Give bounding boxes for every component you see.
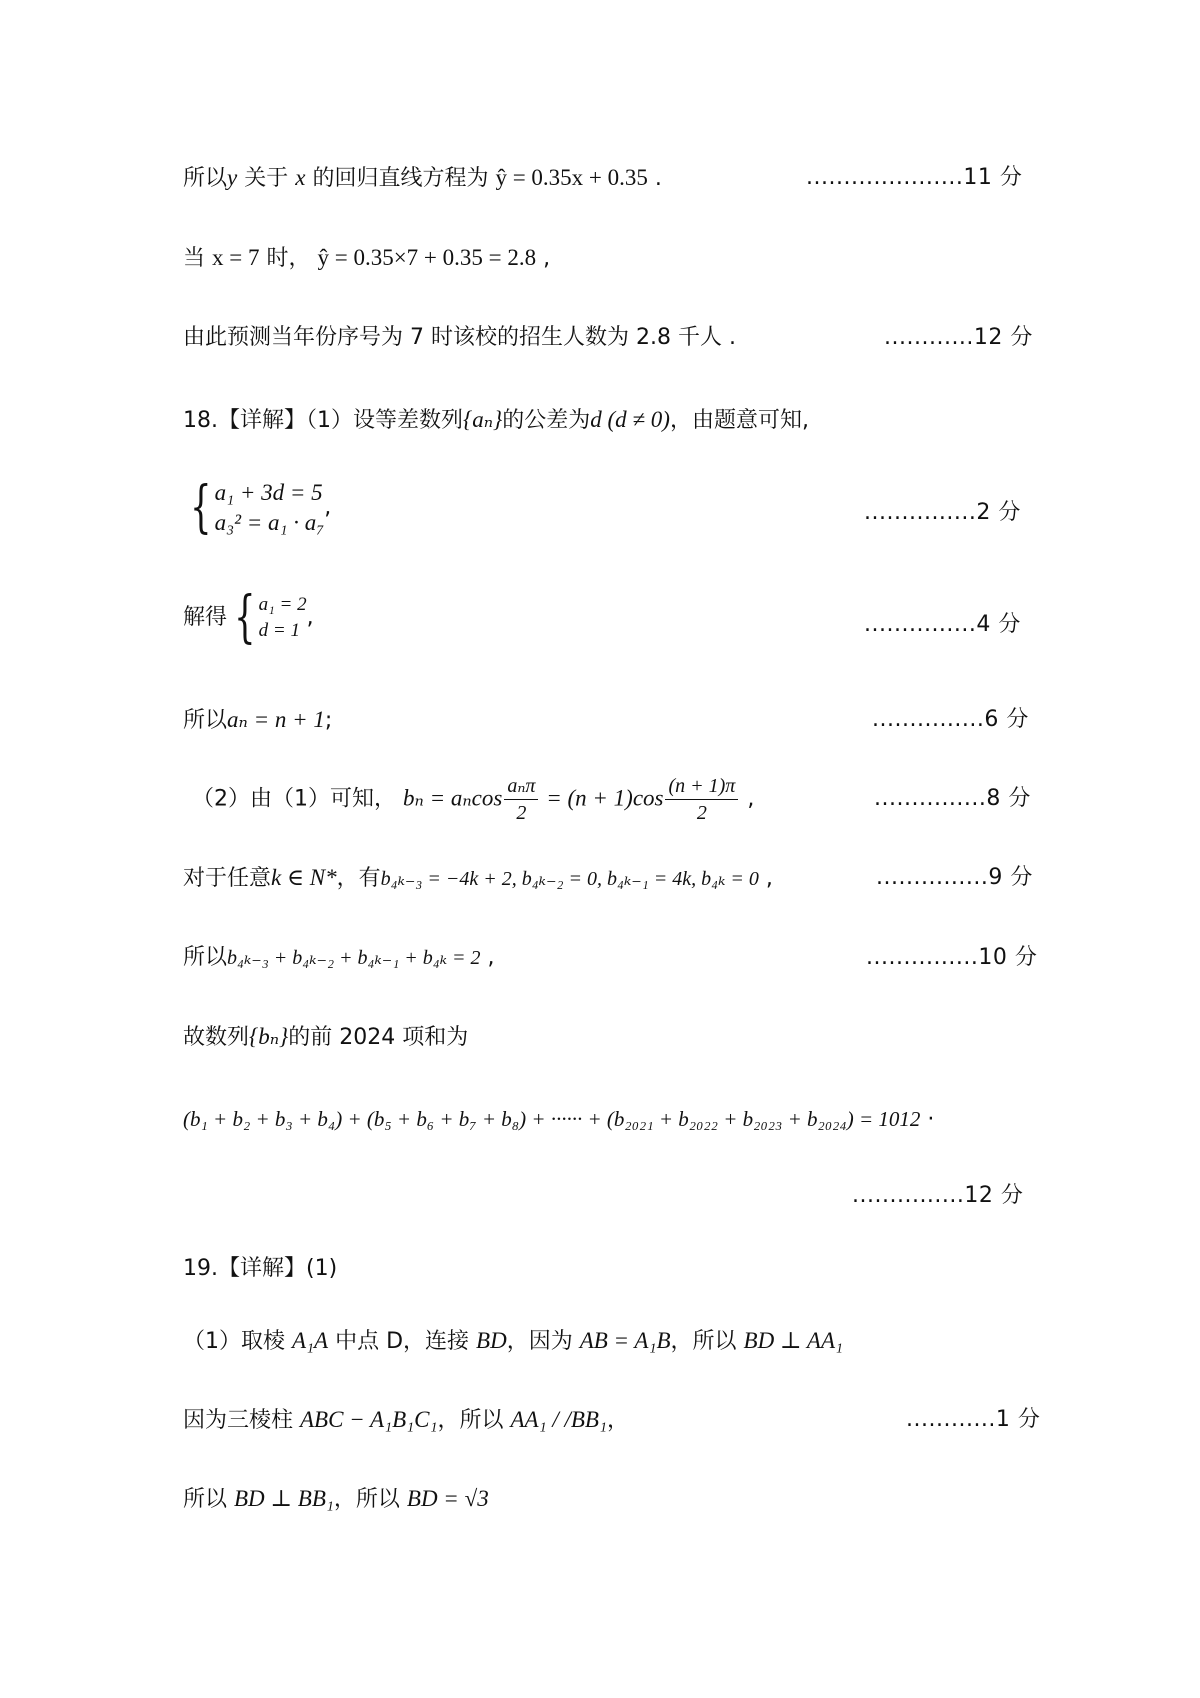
general-term-eq: aₙ = n + 1 bbox=[227, 707, 325, 732]
bn-lhs: bₙ = aₙcos bbox=[403, 785, 503, 811]
score-marker: ...............2 分 bbox=[864, 500, 1021, 525]
text: 所以 bbox=[183, 945, 228, 970]
system bbox=[215, 478, 325, 538]
text: , bbox=[324, 495, 332, 520]
fraction bbox=[504, 773, 538, 826]
score-marker: ...............4 分 bbox=[864, 612, 1021, 637]
equal-sides: AB = A₁B bbox=[579, 1328, 671, 1353]
text: 关于 bbox=[237, 166, 296, 191]
general-term bbox=[183, 705, 332, 736]
text: , bbox=[480, 945, 495, 970]
prediction-equation: ŷ = 0.35×7 + 0.35 = 2.8 bbox=[317, 245, 537, 270]
system-eq-2: a₃² = a₁ · a₇ bbox=[214, 510, 325, 535]
system-eq-2: d = 1 bbox=[258, 620, 300, 641]
math-sequence: {aₙ} bbox=[463, 407, 503, 432]
problem-19-heading: 19.【详解】(1) bbox=[183, 1256, 338, 1281]
text: , bbox=[740, 786, 755, 812]
parallel: AA₁ / /BB₁ bbox=[510, 1407, 607, 1432]
prism-name: ABC − A₁B₁C₁ bbox=[300, 1407, 438, 1432]
text: ， bbox=[606, 1408, 629, 1433]
bn-values bbox=[183, 863, 773, 894]
text: , bbox=[536, 246, 551, 271]
solution-system bbox=[183, 585, 314, 650]
bd-value: BD = √3 bbox=[406, 1486, 489, 1511]
math-y: y bbox=[227, 165, 238, 190]
math-d: d (d ≠ 0) bbox=[590, 407, 670, 432]
score-marker: ...............12 分 bbox=[852, 1183, 1024, 1208]
text: 因为三棱柱 bbox=[183, 1408, 300, 1433]
text: ，有 bbox=[336, 866, 381, 891]
text: 所以 bbox=[183, 1487, 234, 1512]
text: 对于任意 bbox=[183, 866, 272, 891]
score-marker: ............12 分 bbox=[884, 325, 1033, 350]
text: （2）由（1）可知， bbox=[192, 786, 396, 812]
score-marker: ...............10 分 bbox=[866, 945, 1038, 970]
text: 中点 D，连接 bbox=[328, 1329, 477, 1354]
bn-values-eq: b₄ₖ₋₃ = −4k + 2, b₄ₖ₋₂ = 0, b₄ₖ₋₁ = 4k, b₄ₖ = 0 bbox=[380, 868, 759, 890]
part-2-bn bbox=[192, 773, 754, 826]
segment-bd: BD bbox=[476, 1328, 507, 1353]
bn-mid: = (n + 1)cos bbox=[540, 785, 664, 811]
text: , bbox=[306, 605, 314, 630]
text: ，所以 bbox=[670, 1329, 744, 1354]
group-sum-eq: b₄ₖ₋₃ + b₄ₖ₋₂ + b₄ₖ₋₁ + b₄ₖ = 2 bbox=[227, 947, 481, 969]
text: · bbox=[920, 1107, 935, 1132]
text: ，所以 bbox=[437, 1408, 511, 1433]
text: 所以 bbox=[183, 708, 228, 733]
text: ，由题意可知, bbox=[669, 408, 809, 433]
math-x: x bbox=[295, 165, 306, 190]
left-brace: { bbox=[190, 475, 212, 540]
fraction bbox=[665, 773, 738, 826]
equation-system bbox=[183, 475, 332, 540]
math-condition: x = 7 bbox=[212, 245, 260, 270]
text: 所以 bbox=[183, 166, 228, 191]
text: 的前 2024 项和为 bbox=[288, 1025, 469, 1050]
segment-a1a: A₁A bbox=[292, 1328, 329, 1353]
perpendicular: BD ⊥ AA₁ bbox=[743, 1328, 843, 1353]
text: , bbox=[758, 866, 773, 891]
left-brace: { bbox=[234, 585, 256, 650]
regression-line-text bbox=[183, 163, 662, 194]
text: 当 bbox=[183, 246, 212, 271]
text: 的公差为 bbox=[502, 408, 591, 433]
midpoint-construction bbox=[183, 1326, 843, 1357]
math-sequence: {bₙ} bbox=[249, 1024, 289, 1049]
total-sum bbox=[183, 1104, 934, 1135]
system-eq-1: a₁ + 3d = 5 bbox=[214, 480, 323, 505]
text: 18.【详解】（1）设等差数列 bbox=[183, 408, 463, 433]
text: ，因为 bbox=[506, 1329, 580, 1354]
text: . bbox=[647, 166, 662, 191]
text: 解得 bbox=[183, 605, 228, 630]
score-marker: ...............9 分 bbox=[876, 865, 1033, 890]
text: ; bbox=[324, 708, 333, 733]
bd-length bbox=[183, 1484, 489, 1515]
problem-18-intro bbox=[183, 405, 809, 436]
prism-parallel bbox=[183, 1405, 629, 1436]
math-k: k ∈ N* bbox=[271, 865, 337, 890]
score-marker: ...............8 分 bbox=[874, 786, 1031, 811]
perpendicular: BD ⊥ BB₁ bbox=[234, 1486, 334, 1511]
total-sum-eq: (b₁ + b₂ + b₃ + b₄) + (b₅ + b₆ + b₇ + b₈) + ······ + (b₂₀₂₁ + b₂₀₂₂ + b₂₀₂₃ + b₂₀₂₄) = 1012 bbox=[183, 1107, 921, 1131]
prediction-conclusion: 由此预测当年份序号为 7 时该校的招生人数为 2.8 千人 . bbox=[183, 325, 736, 350]
group-sum bbox=[183, 943, 495, 973]
sum-intro bbox=[183, 1022, 468, 1053]
text: ，所以 bbox=[333, 1487, 407, 1512]
text: 故数列 bbox=[183, 1025, 250, 1050]
numerator: aₙπ bbox=[504, 773, 538, 800]
denominator: 2 bbox=[696, 802, 707, 824]
prediction-calc bbox=[183, 243, 550, 274]
numerator: (n + 1)π bbox=[665, 773, 738, 800]
regression-equation: ŷ = 0.35x + 0.35 bbox=[495, 165, 648, 190]
text: 的回归直线方程为 bbox=[305, 166, 496, 191]
system bbox=[259, 592, 307, 644]
text: （1）取棱 bbox=[183, 1329, 292, 1354]
score-marker: ............1 分 bbox=[906, 1407, 1041, 1432]
denominator: 2 bbox=[516, 802, 527, 824]
text: 时， bbox=[259, 246, 318, 271]
score-marker: ...............6 分 bbox=[872, 707, 1029, 732]
system-eq-1: a₁ = 2 bbox=[258, 594, 307, 615]
score-marker: .....................11 分 bbox=[806, 165, 1023, 190]
